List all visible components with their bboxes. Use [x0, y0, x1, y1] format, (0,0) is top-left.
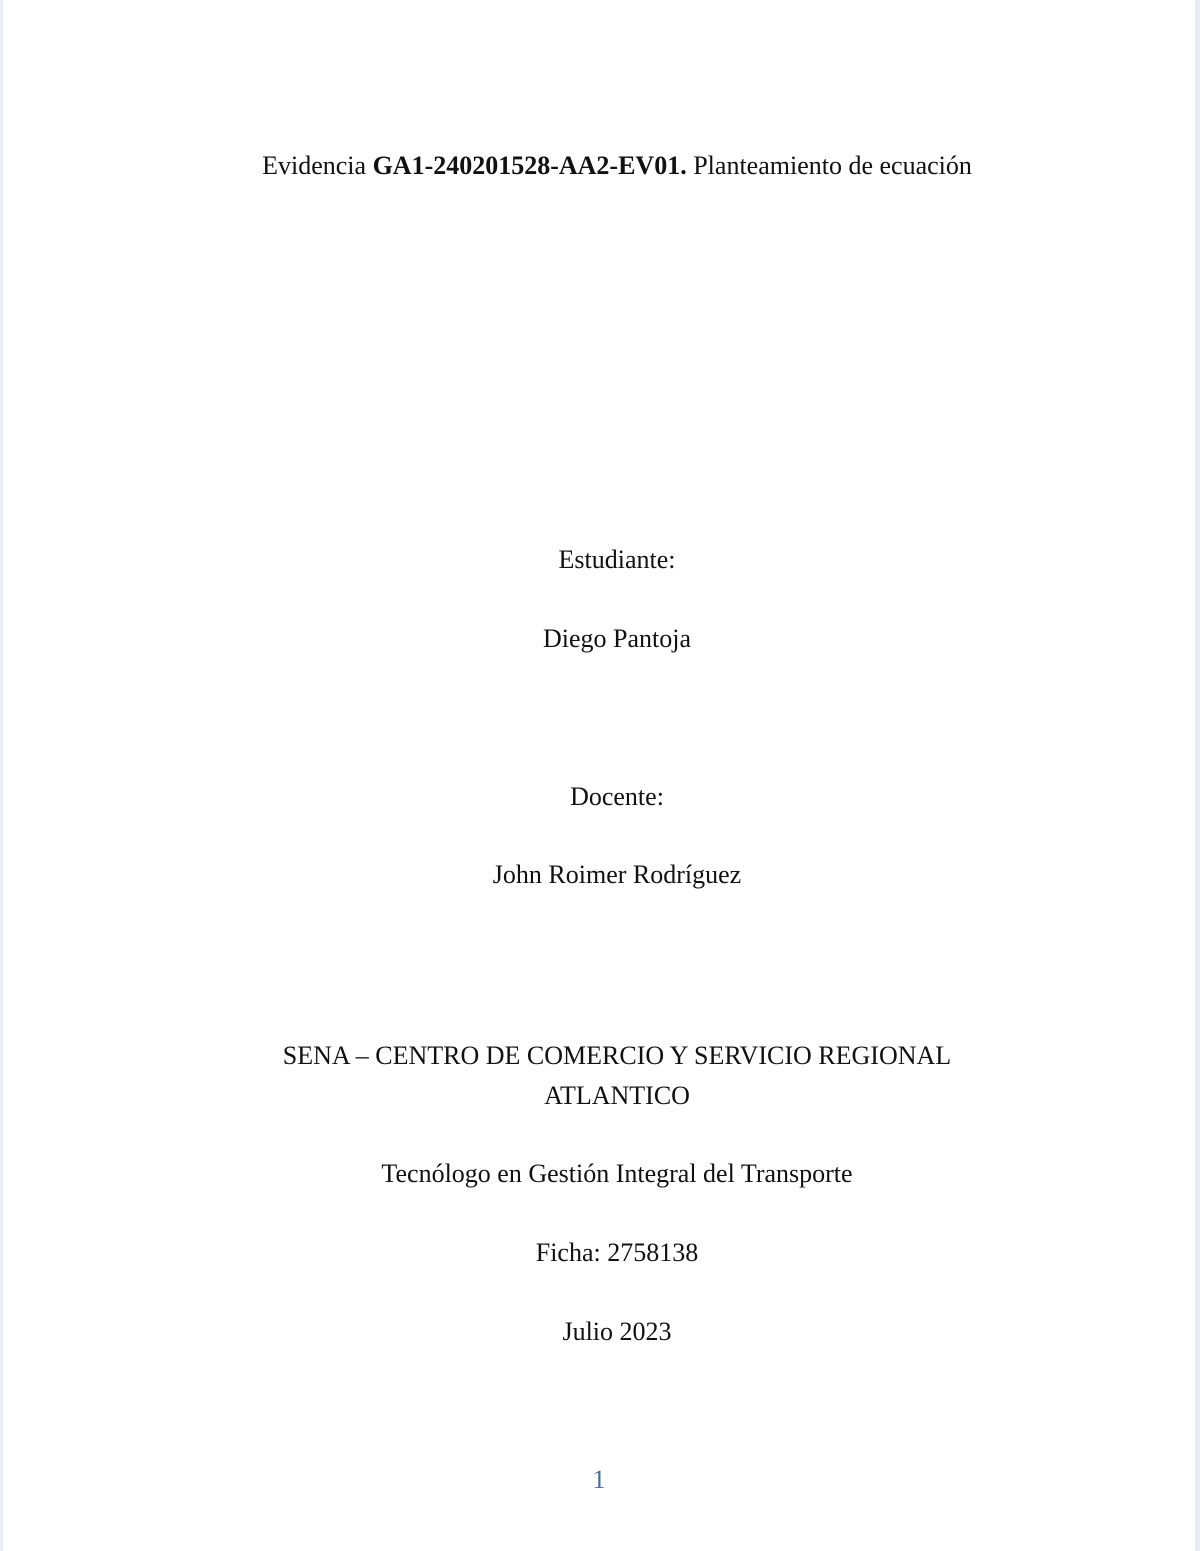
program-name: Tecnólogo en Gestión Integral del Transporte [381, 1159, 853, 1188]
title-suffix: Planteamiento de ecuación [686, 151, 972, 180]
ficha-number: Ficha: 2758138 [535, 1238, 699, 1267]
document-page [3, 0, 1195, 1551]
title-code: GA1-240201528-AA2-EV01. [372, 151, 687, 180]
institution-line-2: ATLANTICO [544, 1081, 690, 1110]
institution-line-1: SENA – CENTRO DE COMERCIO Y SERVICIO REGIONAL [282, 1041, 952, 1070]
document-title [21, 149, 1200, 183]
document-date: Julio 2023 [562, 1317, 672, 1346]
page-number: 1 [592, 1465, 606, 1494]
teacher-label: Docente: [570, 782, 664, 811]
student-label: Estudiante: [558, 545, 676, 574]
teacher-name: John Roimer Rodríguez [492, 860, 742, 889]
title-prefix: Evidencia [262, 151, 373, 180]
student-name: Diego Pantoja [542, 624, 692, 653]
